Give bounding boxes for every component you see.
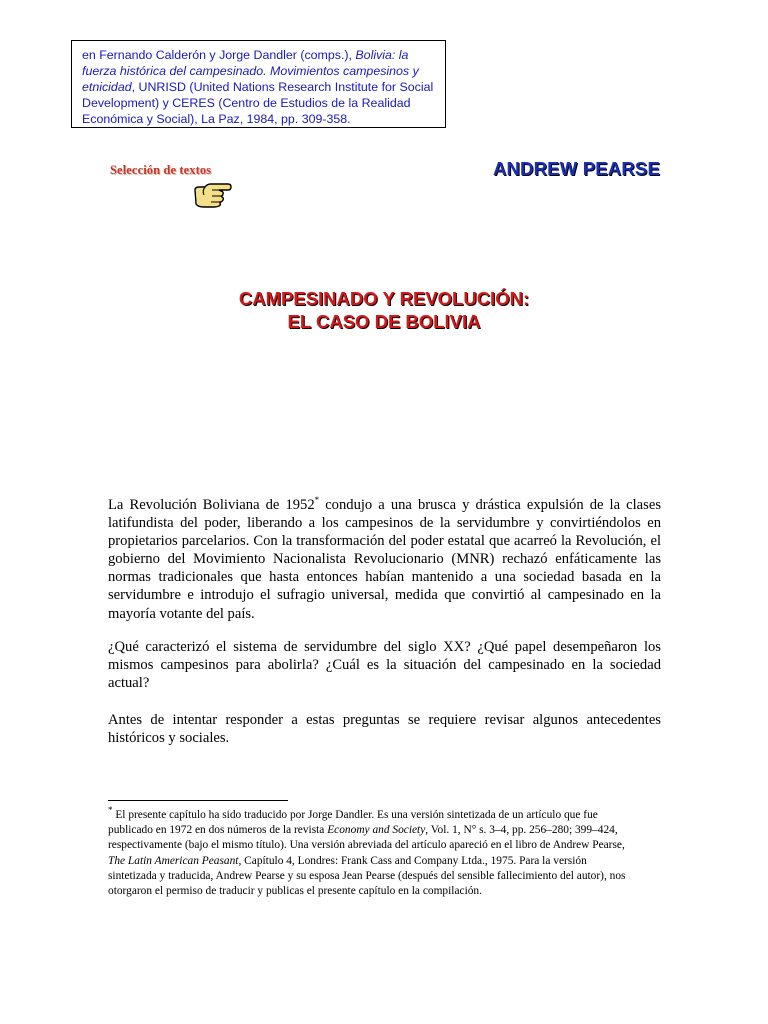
author-name: ANDREW PEARSE xyxy=(492,158,660,179)
footnote-marker: * xyxy=(108,805,113,816)
paragraph-2: ¿Qué caracterizó el sistema de servidumbre del siglo XX? ¿Qué papel desempeñaron los mismos campesinos para abolirla? ¿Cuál es la situación del campesinado en la sociedad actual? xyxy=(108,639,661,692)
citation-book-title: Bolivia: la fuerza histórica del campesinado. Movimientos campesinos y etnicidad xyxy=(82,48,419,94)
footnote-book: The Latin American Peasant, xyxy=(108,854,242,867)
footnote-journal: Economy and Society xyxy=(327,824,426,837)
title-line-1: CAMPESINADO Y REVOLUCIÓN: xyxy=(238,288,530,309)
footnote-reference[interactable]: * xyxy=(314,495,320,506)
footnote-text-3: Capítulo 4, Londres: Frank Cass and Company Ltda., 1975. Para la versión sintetizada y traducida, Andrew Pearse y su esposa Jean Pearse (después del sensible fallecimiento del autor), nos otorgaron el permiso de traducir y publicas el presente capítulo en la compilación. xyxy=(108,854,626,898)
selection-of-texts-link[interactable]: Selección de textos xyxy=(110,163,212,177)
footnote-text-2: , Vol. 1, N° s. 3–4, pp. 256–280; 399–424, respectivamente (bajo el mismo título). Una versión abreviada del artículo apareció en el libro de Andrew Pearse, xyxy=(108,824,625,852)
paragraph-3: Antes de intentar responder a estas preguntas se requiere revisar algunos antecedentes históricos y sociales. xyxy=(108,712,661,747)
paragraph-1-start: La Revolución Boliviana de 1952 xyxy=(108,497,315,513)
paragraph-1-rest: condujo a una brusca y drástica expulsión de la clases latifundista del poder, liberando a los campesinos de la servidumbre y convirtiéndolos en propietarios parcelarios. Con la transformación del poder estatal que acarreó la Revolución, el gobierno del Movimiento Nacionalista Revolucionario (MNR) rechazó enfáticamente las normas tradicionales que hasta entonces habían mantenido a una sociedad basada en la servidumbre e introdujo el sufragio universal, medida que convirtió al campesinado en la mayoría votante del país. xyxy=(108,497,661,622)
citation-text-start: en Fernando Calderón y Jorge Dandler (comps.), xyxy=(82,48,356,62)
citation-text-end: , UNRISD (United Nations Research Institute for Social Development) y CERES (Centro de Estudios de la Realidad Económica y Social), La Paz, 1984, pp. 309-358. xyxy=(82,80,434,126)
title-line-2: EL CASO DE BOLIVIA xyxy=(287,311,481,332)
pointing-hand-icon[interactable] xyxy=(192,181,232,209)
footnote-text-1: El presente capítulo ha sido traducido por Jorge Dandler. Es una versión sintetizada de un artículo que fue publicado en 1972 en dos números de la revista xyxy=(108,809,598,837)
paragraph-1 xyxy=(108,496,661,623)
footnote-divider xyxy=(108,800,288,801)
footnote xyxy=(108,805,638,899)
citation-box xyxy=(71,40,446,128)
